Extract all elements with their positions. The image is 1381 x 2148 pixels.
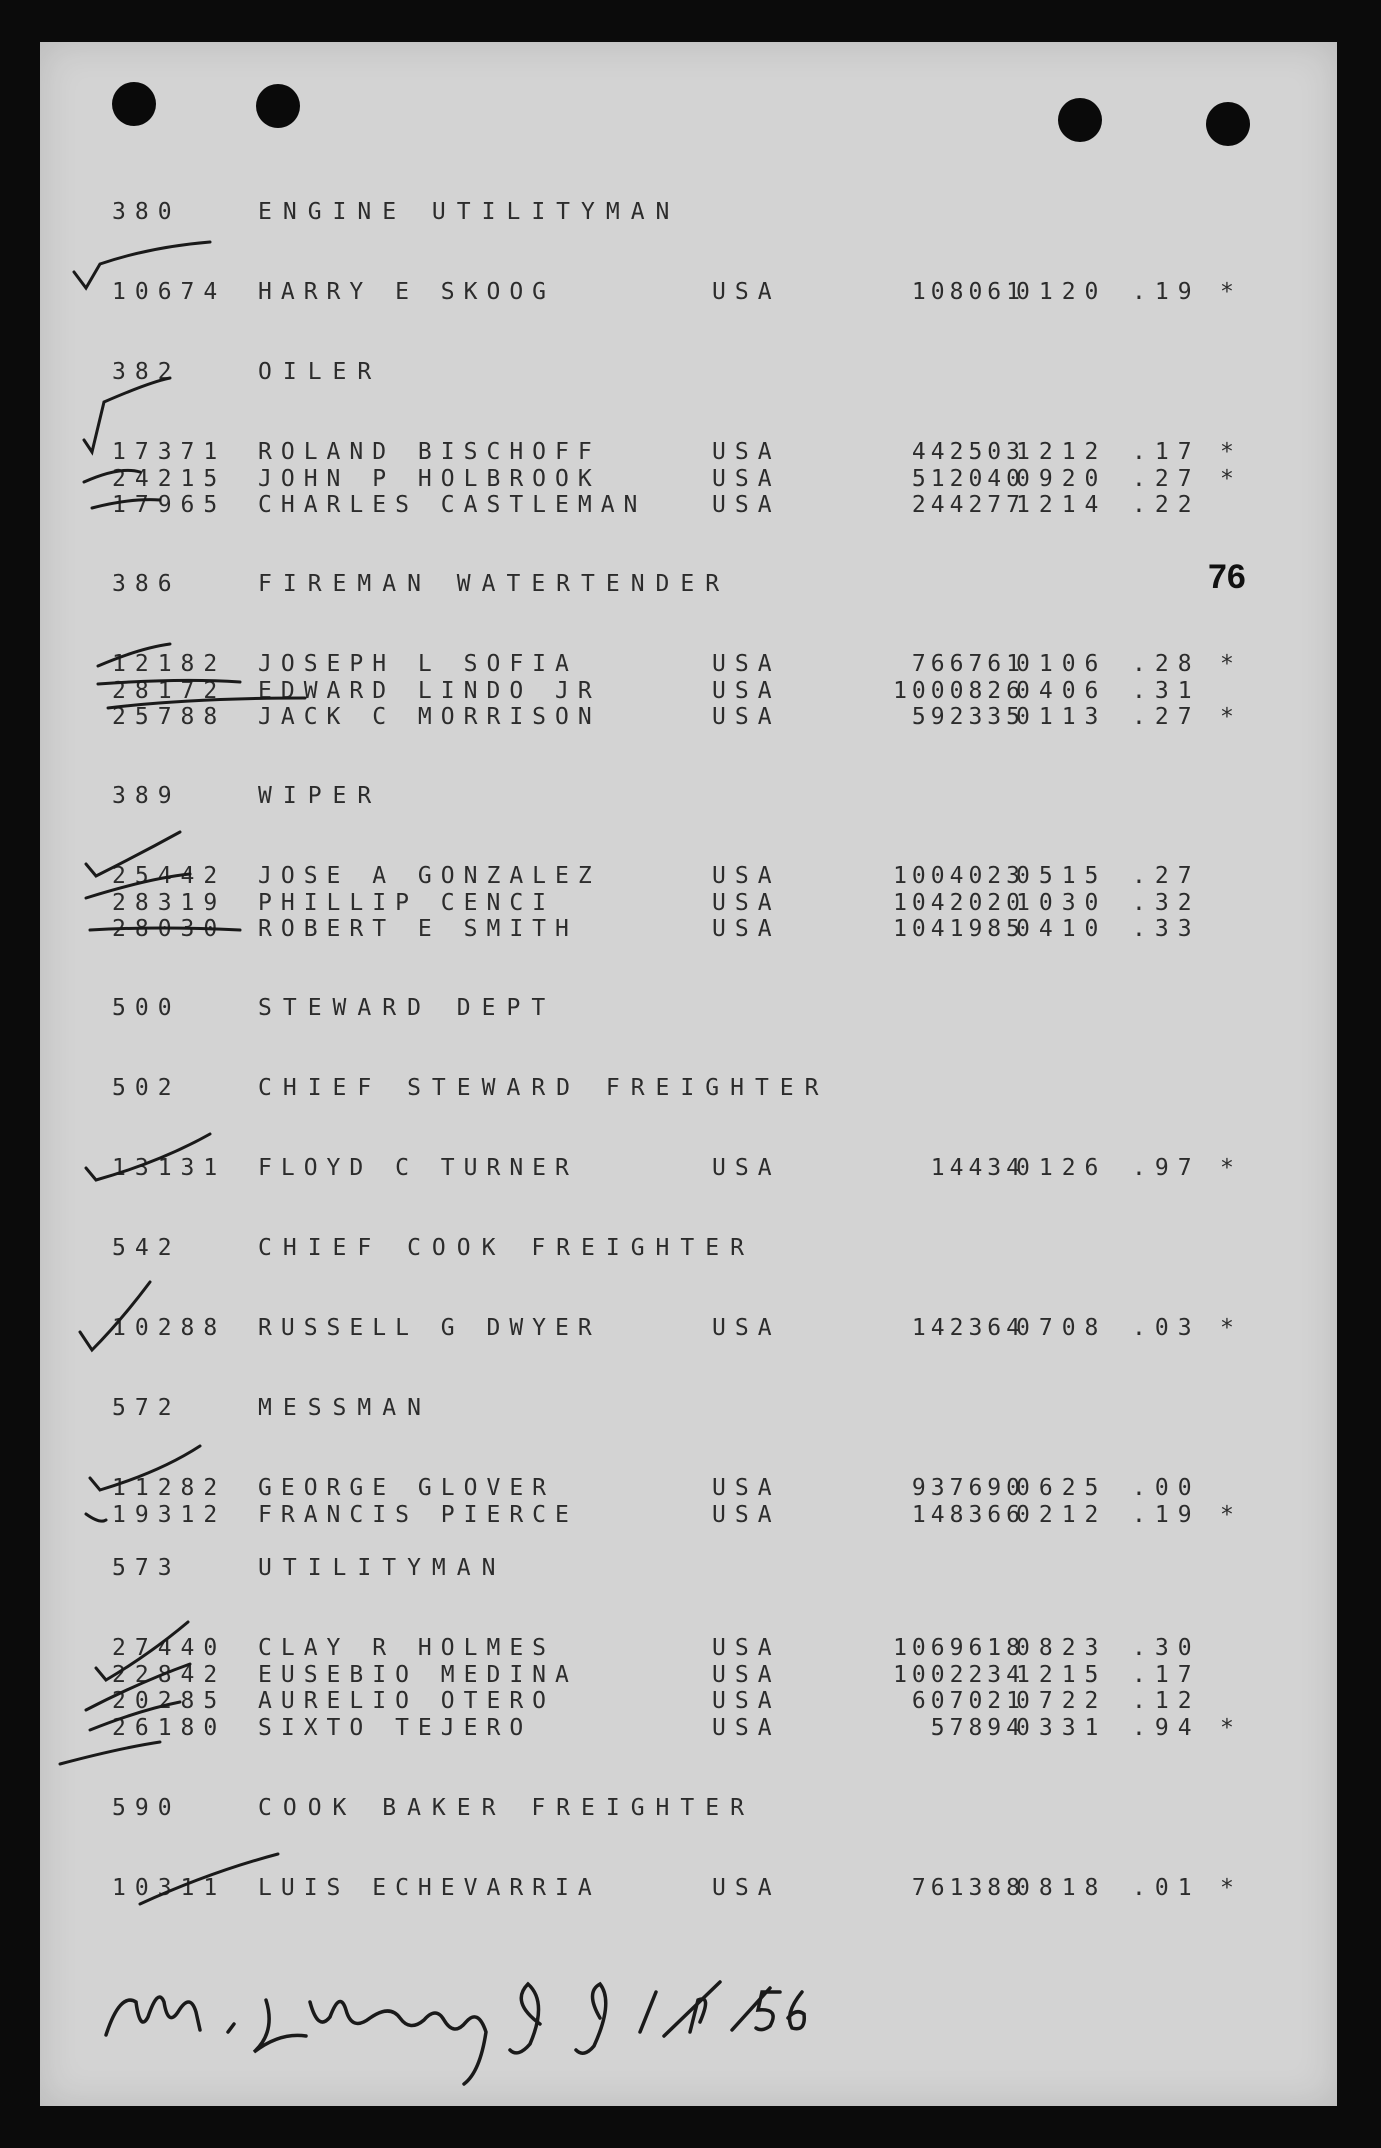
section-code: 380 [112,199,181,225]
crew-name: FRANCIS PIERCE [258,1501,578,1528]
check-mark [74,242,210,288]
citizenship: USA [712,1875,781,1901]
rate-value: .33 [1132,916,1201,942]
star-mark: * [1220,439,1243,465]
check-mark [86,874,190,898]
date-code: 0920 [1016,465,1108,492]
star-mark: * [1220,1315,1243,1341]
section-code: 590 [112,1795,181,1821]
crew-name: LUIS ECHEVARRIA [258,1875,601,1901]
crew-name: HARRY E SKOOG [258,279,556,305]
citizenship: USA [712,465,781,492]
document-number: 108061 [911,279,1025,305]
citizenship: USA [712,916,781,942]
document-number: 57894 [930,1714,1025,1741]
signature-stroke [756,1992,780,2030]
rate-value: .31 [1132,677,1201,704]
document-number: 1042020 [893,889,1025,916]
check-mark [92,500,160,508]
date-code: 1215 [1016,1661,1108,1688]
crew-name: EDWARD LINDO JR [258,677,601,704]
rate-value: .03 [1132,1315,1201,1341]
rate-value: .94 [1132,1714,1201,1741]
date-code: 1214 [1016,492,1108,518]
crew-code: 17371 [112,439,227,465]
section-title: ENGINE UTILITYMAN [258,199,681,225]
document-number: 761388 [911,1875,1025,1901]
section-code: 389 [112,783,181,809]
check-mark [90,1446,200,1490]
signature-stroke [788,1992,804,2029]
crew-name: CHARLES CASTLEMAN [258,492,647,518]
date-code: 0722 [1016,1688,1108,1714]
check-mark [84,378,170,452]
citizenship: USA [712,492,781,518]
signature-stroke [310,2001,486,2084]
document-number: 1041985 [893,916,1025,942]
document-number: 1002234 [893,1661,1025,1688]
check-mark [90,1702,180,1730]
section-title: OILER [258,359,383,385]
handwritten-marks [40,42,1337,2106]
check-mark [60,1742,160,1764]
date-code: 0625 [1016,1475,1108,1501]
section-code: 572 [112,1395,181,1421]
citizenship: USA [712,889,781,916]
rate-value: .27 [1132,465,1201,492]
date-code: 1030 [1016,889,1108,916]
crew-code: 25442 [112,863,227,889]
crew-name: PHILLIP CENCI [258,889,556,916]
check-mark [98,680,240,684]
date-code: 0331 [1016,1714,1108,1741]
signature-stroke [228,2024,234,2032]
crew-name: AURELIO OTERO [258,1688,556,1714]
signature-stroke [640,1992,656,2032]
date-code: 0708 [1016,1315,1108,1341]
document-number: 766761 [911,651,1025,677]
crew-code: 28172 [112,677,227,704]
check-mark [84,470,140,482]
citizenship: USA [712,1501,781,1528]
section-title: STEWARD DEPT [258,995,557,1021]
rate-value: .27 [1132,863,1201,889]
document-number: 244277 [911,492,1025,518]
check-mark [98,644,170,666]
star-mark: * [1220,1875,1243,1901]
check-mark [140,1854,278,1904]
crew-code: 22842 [112,1661,227,1688]
rate-value: .17 [1132,439,1201,465]
date-code: 0818 [1016,1875,1108,1901]
citizenship: USA [712,1475,781,1501]
citizenship: USA [712,1688,781,1714]
rate-value: .12 [1132,1688,1201,1714]
citizenship: USA [712,1315,781,1341]
citizenship: USA [712,1661,781,1688]
section-title: MESSMAN [258,1395,432,1421]
citizenship: USA [712,1714,781,1741]
crew-code: 25788 [112,704,227,730]
crew-name: ROBERT E SMITH [258,916,578,942]
date-code: 0823 [1016,1635,1108,1661]
section-title: UTILITYMAN [258,1555,507,1581]
citizenship: USA [712,439,781,465]
crew-code: 24215 [112,465,227,492]
crew-code: 28319 [112,889,227,916]
signature-stroke [254,2000,306,2052]
crew-name: SIXTO TEJERO [258,1714,533,1741]
check-mark [86,832,180,876]
section-title: FIREMAN WATERTENDER [258,571,731,597]
document-number: 14434 [930,1155,1025,1181]
crew-code: 12182 [112,651,227,677]
rate-value: .28 [1132,651,1201,677]
signature-stroke [510,1984,540,2053]
citizenship: USA [712,863,781,889]
star-mark: * [1220,1501,1243,1528]
star-mark: * [1220,651,1243,677]
crew-name: JOSE A GONZALEZ [258,863,601,889]
citizenship: USA [712,651,781,677]
rate-value: .19 [1132,1501,1201,1528]
crew-name: GEORGE GLOVER [258,1475,556,1501]
section-title: CHIEF COOK FREIGHTER [258,1235,755,1261]
signature-stroke [576,1984,606,2053]
check-mark [86,1514,106,1521]
signature-stroke [106,1997,200,2035]
rate-value: .32 [1132,889,1201,916]
page-number: 76 [1208,558,1246,596]
date-code: 0212 [1016,1501,1108,1528]
date-code: 1212 [1016,439,1108,465]
section-title: CHIEF STEWARD FREIGHTER [258,1075,830,1101]
citizenship: USA [712,1155,781,1181]
document-number: 442503 [911,439,1025,465]
crew-name: JOSEPH L SOFIA [258,651,578,677]
document-number: 937690 [911,1475,1025,1501]
document-number: 512040 [911,465,1025,492]
section-title: WIPER [258,783,383,809]
rate-value: .22 [1132,492,1201,518]
date-code: 0120 [1016,279,1108,305]
date-code: 0410 [1016,916,1108,942]
crew-code: 20285 [112,1688,227,1714]
date-code: 0406 [1016,677,1108,704]
crew-name: RUSSELL G DWYER [258,1315,601,1341]
section-title: COOK BAKER FREIGHTER [258,1795,755,1821]
check-mark [90,928,240,930]
document-page [40,42,1337,2106]
date-code: 0126 [1016,1155,1108,1181]
document-number: 592335 [911,704,1025,730]
document-number: 1069618 [893,1635,1025,1661]
rate-value: .00 [1132,1475,1201,1501]
rate-value: .97 [1132,1155,1201,1181]
signature-stroke [690,1999,706,2032]
star-mark: * [1220,279,1243,305]
star-mark: * [1220,1155,1243,1181]
star-mark: * [1220,465,1243,492]
citizenship: USA [712,677,781,704]
section-code: 386 [112,571,181,597]
date-code: 0515 [1016,863,1108,889]
crew-code: 28030 [112,916,227,942]
document-number: 142364 [911,1315,1025,1341]
rate-value: .19 [1132,279,1201,305]
rate-value: .17 [1132,1661,1201,1688]
crew-name: ROLAND BISCHOFF [258,439,601,465]
rate-value: .27 [1132,704,1201,730]
crew-code: 26180 [112,1714,227,1741]
citizenship: USA [712,1635,781,1661]
section-code: 382 [112,359,181,385]
check-mark [108,698,305,708]
crew-name: EUSEBIO MEDINA [258,1661,578,1688]
check-mark [80,1282,150,1350]
crew-code: 10311 [112,1875,227,1901]
section-code: 542 [112,1235,181,1261]
rate-value: .30 [1132,1635,1201,1661]
check-mark [86,1134,210,1180]
citizenship: USA [712,704,781,730]
document-number: 1004023 [893,863,1025,889]
citizenship: USA [712,279,781,305]
section-code: 502 [112,1075,181,1101]
date-code: 0106 [1016,651,1108,677]
rate-value: .01 [1132,1875,1201,1901]
document-number: 148366 [911,1501,1025,1528]
crew-code: 27440 [112,1635,227,1661]
crew-code: 10674 [112,279,227,305]
crew-code: 19312 [112,1501,227,1528]
document-number: 1000826 [893,677,1025,704]
star-mark: * [1220,704,1243,730]
crew-code: 11282 [112,1475,227,1501]
star-mark: * [1220,1714,1243,1741]
crew-name: CLAY R HOLMES [258,1635,556,1661]
crew-code: 17965 [112,492,227,518]
section-code: 500 [112,995,181,1021]
crew-name: FLOYD C TURNER [258,1155,578,1181]
document-number: 607021 [911,1688,1025,1714]
crew-name: JOHN P HOLBROOK [258,465,601,492]
crew-name: JACK C MORRISON [258,704,601,730]
date-code: 0113 [1016,704,1108,730]
crew-code: 10288 [112,1315,227,1341]
crew-code: 13131 [112,1155,227,1181]
section-code: 573 [112,1555,181,1581]
